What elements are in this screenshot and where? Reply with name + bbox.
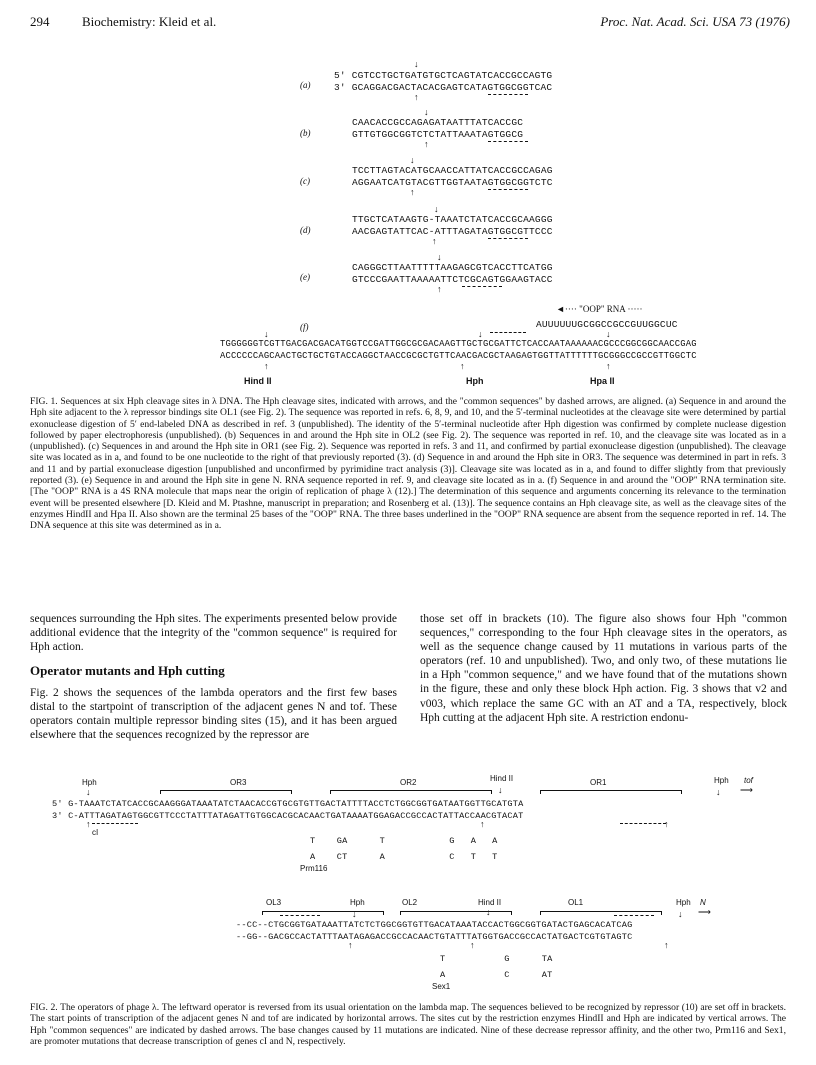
cleavage-arrow-down-icon: ↓ (716, 787, 721, 797)
label-hindii: Hind II (478, 898, 502, 907)
label-hph: Hph (82, 778, 97, 787)
label-prm116: Prm116 (300, 864, 328, 873)
label-ol3: OL3 (266, 898, 282, 907)
fig1-seq-b-bottom: GTTGTGGCGGTCTCTATTAAATAGTGGCG (352, 129, 524, 140)
cleavage-arrow-up-icon: ↑ (470, 940, 475, 950)
fig1-label-e: (e) (300, 272, 310, 282)
common-sequence-dashed-arrow (620, 823, 666, 824)
fig1-seq-d-bottom: AACGAGTATTCAC-ATTTAGATAGTGGCGTTCCC (352, 226, 553, 237)
cleavage-arrow-up-icon: ↑ (437, 284, 442, 294)
tof-transcription-arrow-icon: ⟶ (740, 785, 753, 795)
repressor-site-bracket (400, 911, 512, 915)
section-subheading: Operator mutants and Hph cutting (30, 663, 225, 678)
label-n: N (700, 898, 706, 907)
oop-rna-label: ◄···· "OOP" RNA ····· (556, 304, 643, 314)
cleavage-arrow-up-icon: ↑ (460, 361, 465, 371)
fig1-seq-f-bottom: ACCCCCCAGCAACTGCTGCTGTACCAGGCTAACCGCGCTGTTCAACGACGCTAAGAGTGGTTATTTTTTGCGGGCCGCCGTTGGCTC (220, 351, 697, 361)
site-label-hph: Hph (466, 376, 484, 386)
fig2-left-mutations-bottom: A C AT (440, 970, 553, 980)
fig1-seq-e-top: CAGGGCTTAATTTTTAAGAGCGTCACCTTCATGG (352, 262, 553, 273)
cleavage-arrow-up-icon: ↑ (432, 236, 437, 246)
fig1-caption: FIG. 1. Sequences at six Hph cleavage sites in λ DNA. The Hph cleavage sites, indicated with arrows, and the "common sequences" by dashed arrows, are aligned. (a) Sequence in and around the Hph site adjacent to the λ repressor bindings site OL1 (see Fig. 2). The sequence was reported in refs. 6, 8, 9, and 10, and the 5′-terminal nucleotides at the cleavage site were determined by partial exonuclease digestion of 5′ end-labeled DNA as described in ref. 3 (unpublished). The identity of the 5′-terminal nucleotide after Hph digestion was confirmed by complete nuclease digestion followed by paper electrophoresis (unpublished). (b) Sequences in and around the Hph site in OL2 (see Fig. 2). The sequence was reported in ref. 10, and the cleavage site was located as in a (unpublished). (c) Sequences in and around the Hph site in OR1 (see Fig. 2). Sequence was reported in refs. 3 and 11, and confirmed by partial exonuclease digestion (unpublished). The cleavage site was located as in a, and found to be one nucleotide to the right of that previously reported (3). (d) Sequence in and around the Hph site in OR3. The sequence was determined in part in refs. 3 and 11 and by partial exonuclease digestion [unpublished and unconfirmed by pyrimidine tract analysis (3)]. Cleavage site was located as in a, and found to differ slightly from that previously reported (3). (e) Sequence in and around the Hph site in gene N. RNA sequence reported in ref. 9, and cleavage site located as in a. (f) Sequence in and around the "OOP" RNA termination site. [The "OOP" RNA is a 4S RNA molecule that maps near the origin of replication of phage λ (12).] The determination of this sequence and arguments concerning its relevance to the termination event will be presented elsewhere [D. Kleid and M. Ptashne, manuscript in preparation; and Rosenberg et al. (13)]. The sequence contains an Hph cleavage site, as well as the cleavage sites of the enzymes HindII and Hpa II. Also shown are the terminal 25 bases of the "OOP" RNA. The three bases underlined in the "OOP" RNA sequence are absent from the sequence reported in ref. 14. The DNA sequence at this site was determined as in a. (30, 396, 786, 532)
cleavage-arrow-up-icon: ↑ (86, 819, 91, 829)
label-ol2: OL2 (402, 898, 418, 907)
site-label-hpaii: Hpa II (590, 376, 615, 386)
page-number: 294 (30, 14, 50, 29)
page-header (30, 14, 790, 36)
site-label-hindii: Hind II (244, 376, 272, 386)
label-or2: OR2 (400, 778, 417, 787)
common-sequence-dashed-arrow (614, 915, 654, 916)
fig1-label-f: (f) (300, 322, 309, 332)
common-sequence-dashed-arrow (488, 94, 528, 95)
cleavage-arrow-down-icon: ↓ (478, 329, 483, 339)
fig2-right-mutations-bottom: A CT A C T T (310, 852, 498, 862)
cleavage-arrow-down-icon: ↓ (414, 59, 419, 69)
label-or3: OR3 (230, 778, 247, 787)
repressor-site-bracket (540, 790, 682, 794)
cleavage-arrow-down-icon: ↓ (424, 107, 429, 117)
label-ci: cI (92, 828, 99, 837)
cleavage-arrow-down-icon: ↓ (606, 329, 611, 339)
label-tof: tof (744, 776, 753, 785)
fig1-seq-d-top: TTGCTCATAAGTG-TAAATCTATCACCGCAAGGG (352, 214, 553, 225)
cleavage-arrow-down-icon: ↓ (410, 155, 415, 165)
label-ol1: OL1 (568, 898, 584, 907)
fig1-seq-a-top: 5′ CGTCCTGCTGATGTGCTCAGTATCACCGCCAGTG (334, 70, 553, 81)
cleavage-arrow-up-icon: ↑ (424, 139, 429, 149)
cleavage-arrow-up-icon: ↑ (414, 92, 419, 102)
cleavage-arrow-down-icon: ↓ (264, 329, 269, 339)
cleavage-arrow-up-icon: ↑ (264, 361, 269, 371)
fig1-label-b: (b) (300, 128, 311, 138)
cleavage-arrow-down-icon: ↓ (486, 907, 491, 917)
fig2-left-mutations-top: T G TA (440, 954, 553, 964)
label-hph: Hph (714, 776, 729, 785)
common-sequence-dashed-arrow (280, 915, 320, 916)
label-sex1: Sex1 (432, 982, 451, 991)
common-sequence-dashed-arrow (488, 141, 528, 142)
fig1-seq-c-bottom: AGGAATCATGTACGTTGGTAATAGTGGCGGTCTC (352, 177, 553, 188)
fig1-seq-e-bottom: GTCCCGAATTAAAAATTCTCGCAGTGGAAGTACC (352, 274, 553, 285)
journal-citation: Proc. Nat. Acad. Sci. USA 73 (1976) (600, 14, 790, 29)
fig2-caption: FIG. 2. The operators of phage λ. The leftward operator is reversed from its usual orientation on the lambda map. The sequences believed to be recognized by repressor (10) are set off in brackets. The start points of transcription of the adjacent genes N and tof are indicated by horizontal arrows. The sites cut by the restriction enzymes HindII and Hph are indicated by vertical arrows. The Hph "common sequences" are indicated by dashed arrows. The base changes caused by 11 mutations are indicated. Nine of these decrease repressor affinity, and the other two, Prm116 and Sex1, are promoter mutations that decrease transcription of genes cI and N, respectively. (30, 1002, 786, 1047)
cleavage-arrow-up-icon: ↑ (348, 940, 353, 950)
cleavage-arrow-down-icon: ↓ (678, 909, 683, 919)
cleavage-arrow-down-icon: ↓ (437, 252, 442, 262)
cleavage-arrow-down-icon: ↓ (498, 785, 503, 795)
common-sequence-dashed-arrow (488, 189, 528, 190)
cleavage-arrow-up-icon: ↑ (410, 187, 415, 197)
cleavage-arrow-up-icon: ↑ (664, 819, 669, 829)
cleavage-arrow-down-icon: ↓ (352, 909, 357, 919)
fig1-label-d: (d) (300, 225, 311, 235)
label-hph: Hph (676, 898, 691, 907)
cleavage-arrow-down-icon: ↓ (86, 787, 91, 797)
right-column-para: those set off in brackets (10). The figure also shows four Hph "common sequences," corresponding to the four Hph cleavage sites in the operators, as well as the sequence change caused by 11 mutations in various parts of the operators (ref. 10 and unpublished). Two, and only two, of these mutations lie in a Hph "common sequence," and we have found that of the mutations shown in the figure, these and only these block Hph action. Fig. 3 shows that v2 and v003, which replace the same GC with an AT and a TA, respectively, block Hph cutting at the adjacent Hph site. A restriction endonu- (420, 613, 787, 724)
label-hindii: Hind II (490, 774, 514, 783)
fig1-seq-f-top: TGGGGGGTCGTTGACGACGACATGGTCCGATTGGCGCGACAAGTTGCTGCGATTCTCACCAATAAAAAACGCCCGGCGGCAACCGAG (220, 339, 697, 349)
fig1-seq-a-bottom: 3′ GCAGGACGACTACACGAGTCATAGTGGCGGTCAC (334, 82, 553, 93)
cleavage-arrow-up-icon: ↑ (606, 361, 611, 371)
left-column-para2: Fig. 2 shows the sequences of the lambda operators and the first few bases distal to the startpoint of transcription of the adjacent genes N and tof. These operators contain multiple repressor binding sites (15), and it has been argued elsewhere that the sequences recognized by the repressor are (30, 687, 397, 742)
common-sequence-dashed-arrow (490, 332, 526, 333)
repressor-site-bracket (330, 790, 492, 794)
cleavage-arrow-up-icon: ↑ (664, 940, 669, 950)
label-or1: OR1 (590, 778, 607, 787)
common-sequence-dashed-arrow (488, 238, 528, 239)
cleavage-arrow-down-icon: ↓ (434, 204, 439, 214)
common-sequence-dashed-arrow (462, 286, 502, 287)
fig2-left-top-strand: --CC--CTGCGGTGATAAATTATCTCTGGCGGTGTTGACATAAATACCACTGGCGGTGATACTGAGCACATCAG (236, 920, 633, 930)
fig2-left-bottom-strand: --GG--GACGCCACTATTTAATAGAGACCGCCACAACTGTATTTATGGTGACCGCCACTATGACTCGTGTAGTC (236, 932, 633, 942)
fig1-label-c: (c) (300, 176, 310, 186)
fig1-seq-b-top: CAACACCGCCAGAGATAATTTATCACCGC (352, 117, 524, 128)
oop-rna-sequence: AUUUUUUGCGGCCGCCGUUGGCUC (536, 319, 678, 330)
fig2-right-mutations-top: T GA T G A A (310, 836, 498, 846)
fig2-right-bottom-strand: 3′ C-ATTTAGATAGTGGCGTTCCCTATTTATAGATTGTGGCACGCACAACTGATAAAATGGAGACCGCCACTATTACCAACGTACAT (52, 811, 524, 821)
common-sequence-dashed-arrow (92, 823, 138, 824)
repressor-site-bracket (160, 790, 292, 794)
fig1-seq-c-top: TCCTTAGTACATGCAACCATTATCACCGCCAGAG (352, 165, 553, 176)
label-hph: Hph (350, 898, 365, 907)
left-column-para1: sequences surrounding the Hph sites. The experiments presented below provide additional evidence that the integrity of the "common sequence" is required for Hph action. (30, 613, 397, 654)
section-title: Biochemistry: Kleid et al. (82, 14, 217, 29)
n-transcription-arrow-icon: ⟶ (698, 907, 711, 917)
fig2-right-top-strand: 5′ G-TAAATCTATCACCGCAAGGGATAAATATCTAACACCGTGCGTGTTGACTATTTTACCTCTGGCGGTGATAATGGTTGCATGTA (52, 799, 524, 809)
fig1-label-a: (a) (300, 80, 311, 90)
cleavage-arrow-up-icon: ↑ (480, 819, 485, 829)
